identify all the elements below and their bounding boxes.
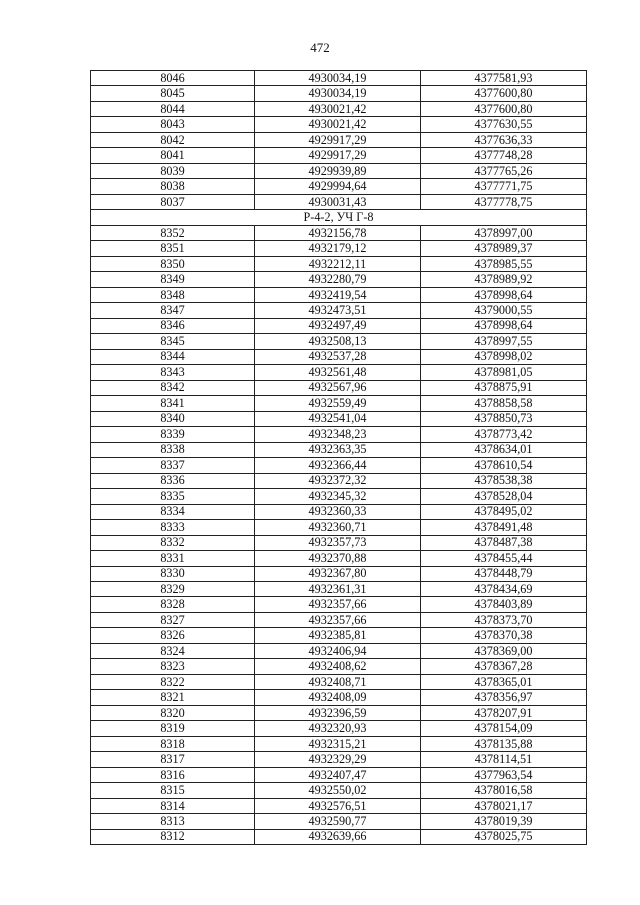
y-coordinate-cell: 4378016,58 [421,783,587,798]
x-coordinate-cell: 4932639,66 [255,829,421,844]
table-row [91,814,587,829]
point-number-cell: 8317 [91,752,255,767]
x-coordinate-cell: 4932508,13 [255,334,421,349]
table-row [91,349,587,364]
point-number-cell: 8347 [91,303,255,318]
x-coordinate-cell: 4929994,64 [255,179,421,194]
y-coordinate-cell: 4378997,00 [421,225,587,240]
x-coordinate-cell: 4932385,81 [255,628,421,643]
x-coordinate-cell: 4932396,59 [255,705,421,720]
point-number-cell: 8328 [91,597,255,612]
table-row [91,365,587,380]
table-row [91,179,587,194]
y-coordinate-cell: 4378367,28 [421,659,587,674]
point-number-cell: 8336 [91,473,255,488]
table-row [91,132,587,147]
table-row [91,829,587,844]
y-coordinate-cell: 4378495,02 [421,504,587,519]
x-coordinate-cell: 4932179,12 [255,241,421,256]
x-coordinate-cell: 4932370,88 [255,551,421,566]
table-row [91,535,587,550]
table-row [91,581,587,596]
y-coordinate-cell: 4378207,91 [421,705,587,720]
x-coordinate-cell: 4932212,11 [255,256,421,271]
y-coordinate-cell: 4378154,09 [421,721,587,736]
point-number-cell: 8045 [91,86,255,101]
x-coordinate-cell: 4932408,71 [255,674,421,689]
y-coordinate-cell: 4378491,48 [421,520,587,535]
y-coordinate-cell: 4378434,69 [421,581,587,596]
table-row [91,597,587,612]
x-coordinate-cell: 4932406,94 [255,643,421,658]
point-number-cell: 8042 [91,132,255,147]
x-coordinate-cell: 4930034,19 [255,71,421,86]
point-number-cell: 8335 [91,489,255,504]
table-row [91,504,587,519]
x-coordinate-cell: 4932550,02 [255,783,421,798]
y-coordinate-cell: 4378985,55 [421,256,587,271]
y-coordinate-cell: 4377748,28 [421,148,587,163]
y-coordinate-cell: 4378448,79 [421,566,587,581]
point-number-cell: 8345 [91,334,255,349]
table-row [91,566,587,581]
x-coordinate-cell: 4932407,47 [255,767,421,782]
y-coordinate-cell: 4378858,58 [421,396,587,411]
section-heading: Р-4-2, УЧ Г-8 [91,210,587,225]
x-coordinate-cell: 4932541,04 [255,411,421,426]
y-coordinate-cell: 4378773,42 [421,427,587,442]
x-coordinate-cell: 4932567,96 [255,380,421,395]
x-coordinate-cell: 4932357,66 [255,612,421,627]
y-coordinate-cell: 4378021,17 [421,798,587,813]
y-coordinate-cell: 4378135,88 [421,736,587,751]
x-coordinate-cell: 4932357,66 [255,597,421,612]
x-coordinate-cell: 4932361,31 [255,581,421,596]
x-coordinate-cell: 4932348,23 [255,427,421,442]
table-row [91,86,587,101]
y-coordinate-cell: 4377600,80 [421,86,587,101]
table-row [91,287,587,302]
y-coordinate-cell: 4377963,54 [421,767,587,782]
table-row [91,334,587,349]
table-row [91,427,587,442]
table-row [91,241,587,256]
table-row [91,256,587,271]
y-coordinate-cell: 4377765,26 [421,163,587,178]
table-row [91,674,587,689]
x-coordinate-cell: 4930021,42 [255,101,421,116]
table-row [91,442,587,457]
point-number-cell: 8043 [91,117,255,132]
point-number-cell: 8041 [91,148,255,163]
point-number-cell: 8314 [91,798,255,813]
point-number-cell: 8313 [91,814,255,829]
table-row [91,705,587,720]
y-coordinate-cell: 4378981,05 [421,365,587,380]
coordinates-table-body [91,71,587,845]
page-number: 472 [310,40,330,55]
table-row [91,71,587,86]
y-coordinate-cell: 4377581,93 [421,71,587,86]
y-coordinate-cell: 4378487,38 [421,535,587,550]
table-row [91,520,587,535]
coordinates-table [90,70,587,845]
y-coordinate-cell: 4377600,80 [421,101,587,116]
point-number-cell: 8348 [91,287,255,302]
y-coordinate-cell: 4377771,75 [421,179,587,194]
y-coordinate-cell: 4378998,64 [421,318,587,333]
x-coordinate-cell: 4932363,35 [255,442,421,457]
y-coordinate-cell: 4378998,02 [421,349,587,364]
point-number-cell: 8329 [91,581,255,596]
y-coordinate-cell: 4378365,01 [421,674,587,689]
x-coordinate-cell: 4930031,43 [255,194,421,209]
x-coordinate-cell: 4932419,54 [255,287,421,302]
point-number-cell: 8346 [91,318,255,333]
table-row [91,551,587,566]
table-row [91,163,587,178]
table-row [91,411,587,426]
x-coordinate-cell: 4932408,09 [255,690,421,705]
point-number-cell: 8331 [91,551,255,566]
table-row [91,225,587,240]
section-heading-row [91,210,587,225]
y-coordinate-cell: 4378997,55 [421,334,587,349]
point-number-cell: 8342 [91,380,255,395]
table-row [91,458,587,473]
x-coordinate-cell: 4932408,62 [255,659,421,674]
x-coordinate-cell: 4932357,73 [255,535,421,550]
point-number-cell: 8330 [91,566,255,581]
x-coordinate-cell: 4932345,32 [255,489,421,504]
point-number-cell: 8316 [91,767,255,782]
x-coordinate-cell: 4932360,33 [255,504,421,519]
table-row [91,783,587,798]
point-number-cell: 8324 [91,643,255,658]
x-coordinate-cell: 4932366,44 [255,458,421,473]
x-coordinate-cell: 4932537,28 [255,349,421,364]
point-number-cell: 8334 [91,504,255,519]
table-row [91,643,587,658]
y-coordinate-cell: 4378114,51 [421,752,587,767]
table-row [91,489,587,504]
x-coordinate-cell: 4930021,42 [255,117,421,132]
y-coordinate-cell: 4378538,38 [421,473,587,488]
y-coordinate-cell: 4378369,00 [421,643,587,658]
point-number-cell: 8037 [91,194,255,209]
x-coordinate-cell: 4929939,89 [255,163,421,178]
table-row [91,318,587,333]
point-number-cell: 8332 [91,535,255,550]
y-coordinate-cell: 4378528,04 [421,489,587,504]
x-coordinate-cell: 4932497,49 [255,318,421,333]
y-coordinate-cell: 4378019,39 [421,814,587,829]
x-coordinate-cell: 4932320,93 [255,721,421,736]
y-coordinate-cell: 4378875,91 [421,380,587,395]
point-number-cell: 8038 [91,179,255,194]
point-number-cell: 8318 [91,736,255,751]
point-number-cell: 8326 [91,628,255,643]
y-coordinate-cell: 4378634,01 [421,442,587,457]
point-number-cell: 8039 [91,163,255,178]
table-row [91,148,587,163]
x-coordinate-cell: 4932576,51 [255,798,421,813]
point-number-cell: 8320 [91,705,255,720]
x-coordinate-cell: 4932561,48 [255,365,421,380]
table-row [91,721,587,736]
x-coordinate-cell: 4930034,19 [255,86,421,101]
point-number-cell: 8340 [91,411,255,426]
y-coordinate-cell: 4378356,97 [421,690,587,705]
y-coordinate-cell: 4378989,37 [421,241,587,256]
x-coordinate-cell: 4932315,21 [255,736,421,751]
point-number-cell: 8312 [91,829,255,844]
point-number-cell: 8319 [91,721,255,736]
table-row [91,798,587,813]
point-number-cell: 8339 [91,427,255,442]
point-number-cell: 8349 [91,272,255,287]
point-number-cell: 8321 [91,690,255,705]
point-number-cell: 8323 [91,659,255,674]
y-coordinate-cell: 4378989,92 [421,272,587,287]
x-coordinate-cell: 4932590,77 [255,814,421,829]
point-number-cell: 8352 [91,225,255,240]
x-coordinate-cell: 4932329,29 [255,752,421,767]
point-number-cell: 8350 [91,256,255,271]
table-row [91,303,587,318]
table-row [91,628,587,643]
y-coordinate-cell: 4378373,70 [421,612,587,627]
point-number-cell: 8322 [91,674,255,689]
y-coordinate-cell: 4378025,75 [421,829,587,844]
point-number-cell: 8343 [91,365,255,380]
point-number-cell: 8315 [91,783,255,798]
table-row [91,117,587,132]
table-row [91,690,587,705]
y-coordinate-cell: 4377778,75 [421,194,587,209]
table-row [91,736,587,751]
x-coordinate-cell: 4929917,29 [255,132,421,147]
point-number-cell: 8338 [91,442,255,457]
y-coordinate-cell: 4378610,54 [421,458,587,473]
point-number-cell: 8046 [91,71,255,86]
point-number-cell: 8351 [91,241,255,256]
x-coordinate-cell: 4932473,51 [255,303,421,318]
y-coordinate-cell: 4378998,64 [421,287,587,302]
y-coordinate-cell: 4378370,38 [421,628,587,643]
point-number-cell: 8344 [91,349,255,364]
y-coordinate-cell: 4378455,44 [421,551,587,566]
x-coordinate-cell: 4932559,49 [255,396,421,411]
y-coordinate-cell: 4379000,55 [421,303,587,318]
table-row [91,396,587,411]
table-row [91,194,587,209]
table-row [91,767,587,782]
table-row [91,380,587,395]
table-row [91,272,587,287]
point-number-cell: 8327 [91,612,255,627]
x-coordinate-cell: 4932360,71 [255,520,421,535]
y-coordinate-cell: 4377630,55 [421,117,587,132]
point-number-cell: 8044 [91,101,255,116]
x-coordinate-cell: 4932280,79 [255,272,421,287]
x-coordinate-cell: 4932156,78 [255,225,421,240]
y-coordinate-cell: 4378850,73 [421,411,587,426]
table-row [91,612,587,627]
y-coordinate-cell: 4377636,33 [421,132,587,147]
y-coordinate-cell: 4378403,89 [421,597,587,612]
x-coordinate-cell: 4932372,32 [255,473,421,488]
table-row [91,659,587,674]
point-number-cell: 8341 [91,396,255,411]
x-coordinate-cell: 4929917,29 [255,148,421,163]
table-row [91,473,587,488]
table-row [91,752,587,767]
x-coordinate-cell: 4932367,80 [255,566,421,581]
point-number-cell: 8337 [91,458,255,473]
table-row [91,101,587,116]
point-number-cell: 8333 [91,520,255,535]
